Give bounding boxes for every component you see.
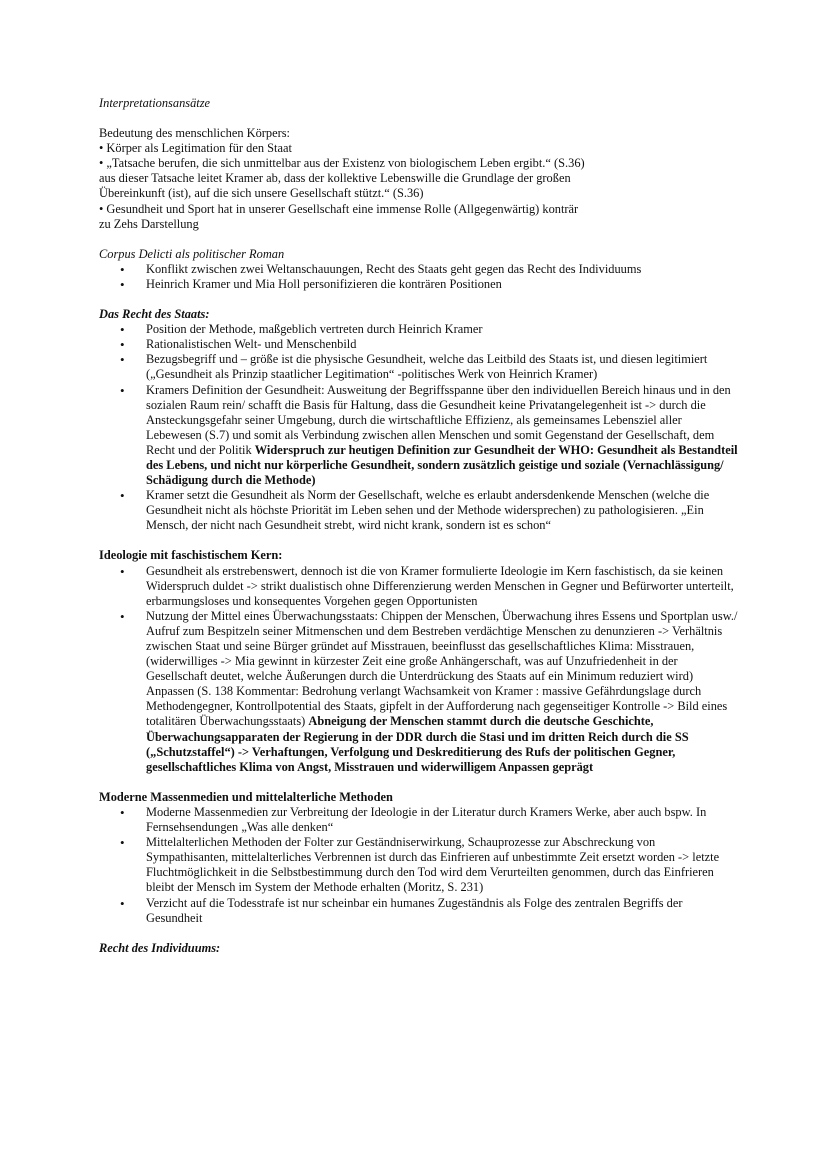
list-item [99,609,739,775]
body-line: zu Zehs Darstellung [99,216,199,231]
section-heading-ideologie: Ideologie mit faschistischem Kern: [99,548,283,563]
document-page [99,96,739,956]
list-item: • Mittelalterlichen Methoden der Folter zur Geständniserwirkung, Schauprozesse zur Abschreckung von Sympathisanten, mittelalterliches Verbrennen ist durch das Einfrieren auf unbestimmte Zeit ersetzt worden -> letzte Fluchtmöglichkeit in die Selbstbestimmung durch den Tod wird dem Verurteilten genommen, durch das Einfrieren bleibt der Mensch im System der Methode erhalten (Moritz, S. 231) [99,835,739,895]
list-item [99,383,739,489]
body-line: • Gesundheit und Sport hat in unserer Gesellschaft eine immense Rolle (Allgegenwärtig) konträr [99,201,579,216]
section-heading-corpus-delicti: Corpus Delicti als politischer Roman [99,246,285,261]
list-item-emphasis: Abneigung der Menschen stammt durch die deutsche Geschichte, Überwachungsapparaten der Regierung in der DDR durch die Stasi und im dritten Reich durch die SS („Schutzstaffel“) -> Verhaftungen, Verfolgung und Deskreditierung des Rufs der politischen Gegner, gesellschaftliches Klima von Angst, Misstrauen und widerwilligem Anpassen geprägt [146,714,689,774]
body-line: • Körper als Legitimation für den Staat [99,141,292,156]
document-title: Interpretationsansätze [99,96,211,110]
section-heading-recht-des-staats: Das Recht des Staats: [99,307,210,322]
list-item: • Moderne Massenmedien zur Verbreitung der Ideologie in der Literatur durch Kramers Werke, aber auch bspw. In Fernsehsendungen „Was alle denken“ [99,805,739,835]
body-line: • „Tatsache berufen, die sich unmittelbar aus der Existenz von biologischem Leben ergibt.“ (S.36) [99,156,585,171]
bullet-list [99,262,739,292]
section-heading-massenmedien: Moderne Massenmedien und mittelalterliche Methoden [99,789,393,804]
list-item-text: Kramers Definition der Gesundheit: Ausweitung der Begriffsspanne über den individuellen Bereich hinaus und in den sozialen Raum rein/ schafft die Basis für Haltung, dass die Gesundheit keine Privatangelegenheit ist -> durch die Ansteckungsgefahr seiner Umgebung, durch die wirtschaftliche Effizienz, als gemeinsames Lebensziel aller Lebewesen (S.7) und somit als Verbindung zwischen allen Menschen und somit Gegenstand der Gesellschaft, dem Recht und der Politik [146,382,731,457]
list-item: • Konflikt zwischen zwei Weltanschauungen, Recht des Staats geht gegen das Recht des Individuums [99,262,739,277]
body-line: aus dieser Tatsache leitet Kramer ab, dass der kollektive Lebenswille die Grundlage der großen [99,171,571,186]
list-item-text: Nutzung der Mittel eines Überwachungsstaats: Chippen der Menschen, Überwachung ihres Essens und Sportplan usw./ Aufruf zum Bespitzeln seiner Mitmenschen und dem Bestreben verdächtige Menschen zu denunzieren -> Verhältnis zwischen Staat und seine Bürger gründet auf Misstrauen, beeinflusst das gesellschaftliches Klima: Misstrauen, (widerwilliges -> Mia gewinnt in kürzester Zeit eine große Anhängerschaft, was auf Unzufriedenheit in der Gesellschaft deutet, welche Äußerungen durch die Unterdrückung des Staats auf ein Minimum reduziert wird) Anpassen (S. 138 Kommentar: Bedrohung verlangt Wachsamkeit von Kramer : massive Gefährdungslage durch Methodengegner, Kontrollpotential des Staats, gipfelt in der Aufforderung nach gegenseitiger Kontrolle -> Bild eines totalitären Überwachungsstaats) [146,608,738,729]
bullet-list [99,564,739,775]
body-line: Übereinkunft (ist), auf die sich unsere Gesellschaft stützt.“ (S.36) [99,186,424,201]
list-item: • Heinrich Kramer und Mia Holl personifizieren die konträren Positionen [99,277,739,292]
list-item-emphasis: Widerspruch zur heutigen Definition zur Gesundheit der WHO: Gesundheit als Bestandteil des Lebens, und nicht nur körperliche Gesundheit, sondern zusätzlich geistige und soziale (Vernachlässigung/ Schädigung durch die Methode) [146,442,738,488]
list-item: • Gesundheit als erstrebenswert, dennoch ist die von Kramer formulierte Ideologie im Kern faschistisch, da sie keinen Widerspruch duldet -> strikt dualistisch ohne Differenzierung werden Menschen in Gegner und Befürworter unterteilt, erbarmungsloses und konsequentes Vorgehen gegen Opportunisten [99,564,739,609]
body-heading: Bedeutung des menschlichen Körpers: [99,126,290,141]
list-item: • Kramer setzt die Gesundheit als Norm der Gesellschaft, welche es erlaubt andersdenkende Menschen (welche die Gesundheit nicht als höchste Priorität im Leben sehen und der Methode widersprechen) zu pathologisieren. „Ein Mensch, der nicht nach Gesundheit strebt, wird nicht krank, sondern ist es schon“ [99,488,739,533]
list-item: • Bezugsbegriff und – größe ist die physische Gesundheit, welche das Leitbild des Staats ist, und diesen legitimiert („Gesundheit als Prinzip staatlicher Legitimation“ -politisches Werk von Heinrich Kramer) [99,352,739,382]
bullet-list [99,805,739,926]
list-item: • Position der Methode, maßgeblich vertreten durch Heinrich Kramer [99,322,739,337]
bullet-list [99,322,739,533]
section-heading-recht-des-individuums: Recht des Individuums: [99,940,221,955]
list-item: • Rationalistischen Welt- und Menschenbild [99,337,739,352]
list-item: • Verzicht auf die Todesstrafe ist nur scheinbar ein humanes Zugeständnis als Folge des zentralen Begriffs der Gesundheit [99,896,739,926]
